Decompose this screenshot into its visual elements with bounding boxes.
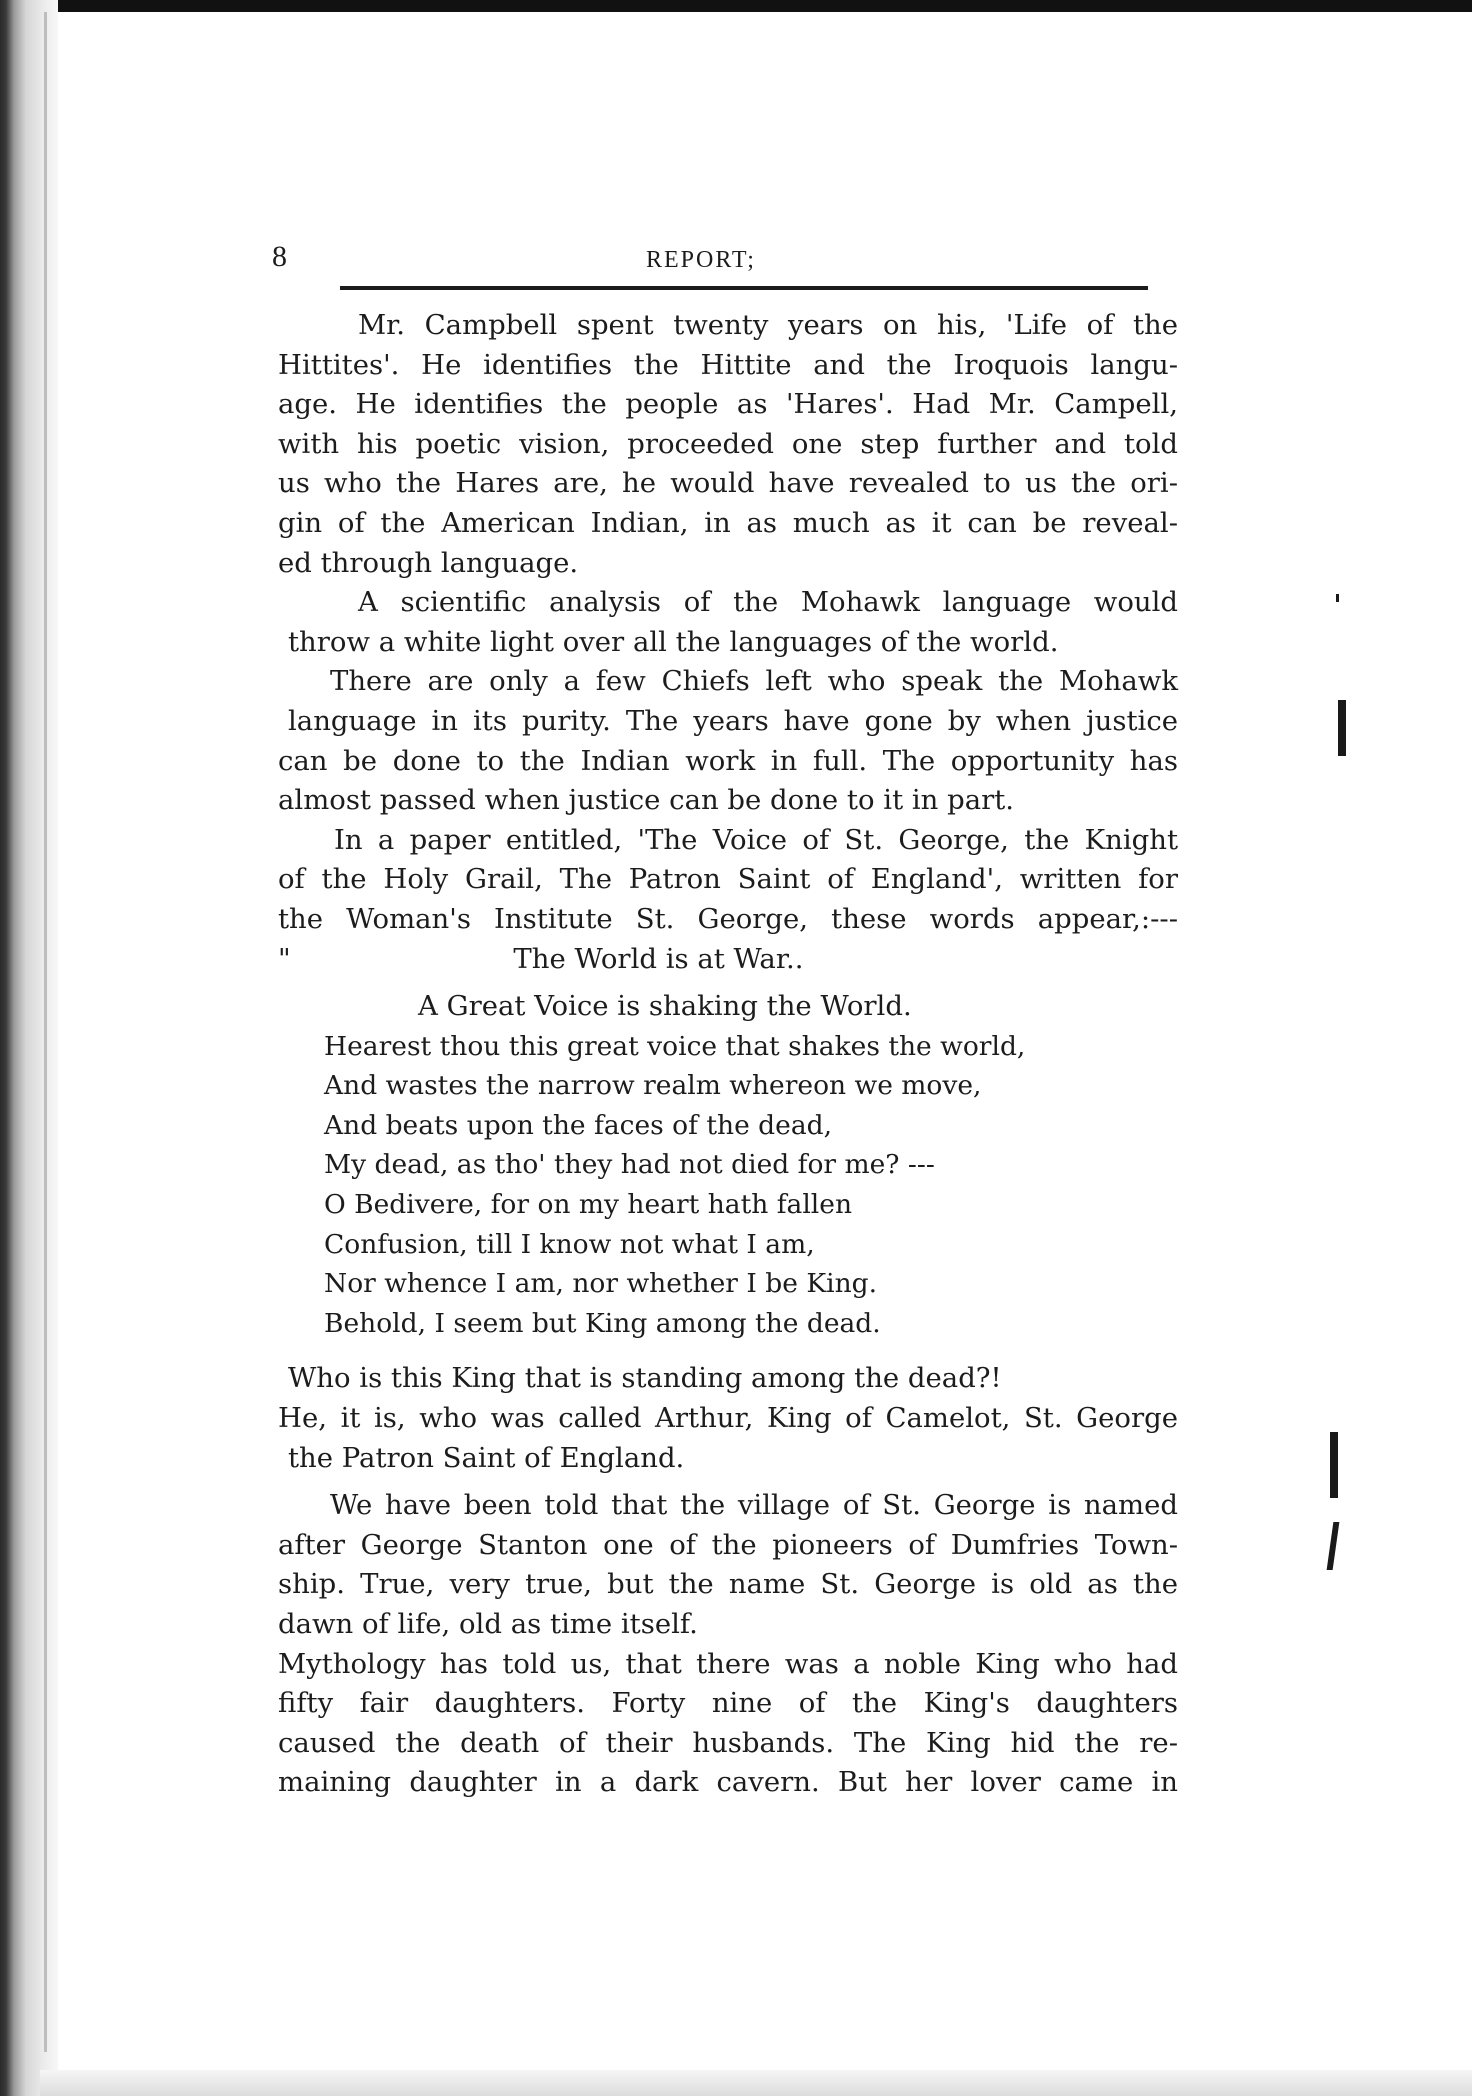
paragraph-campbell: [278, 306, 1178, 583]
margin-ink-mark: [1338, 700, 1346, 756]
paragraph-chiefs: [278, 662, 1178, 820]
text-line: after George Stanton one of the pioneers of Dumfries Town-: [278, 1528, 1178, 1561]
paragraph-paper: [278, 821, 1178, 940]
paragraph-king: [278, 1359, 1178, 1478]
paragraph-mythology: [278, 1645, 1178, 1803]
text-line: age. He identifies the people as 'Hares'. Had Mr. Campell,: [278, 388, 1178, 421]
scan-top-border: [0, 0, 1472, 12]
scan-binding-edge: [0, 0, 58, 2096]
text-line: of the Holy Grail, The Patron Saint of England', written for: [278, 863, 1178, 896]
text-line: caused the death of their husbands. The King hid the re-: [278, 1726, 1178, 1759]
text-line: In a paper entitled, 'The Voice of St. George, the Knight: [334, 823, 1178, 856]
margin-ink-mark: [1327, 1522, 1340, 1570]
scan-bottom-edge: [40, 2070, 1472, 2096]
poem-line: O Bedivere, for on my heart hath fallen: [324, 1189, 853, 1221]
text-line: can be done to the Indian work in full. The opportunity has: [278, 744, 1178, 777]
poem-line: Confusion, till I know not what I am,: [324, 1228, 815, 1260]
margin-ink-mark: [1330, 1432, 1338, 1498]
scan-page-edge-line: [44, 12, 47, 2052]
text-line: us who the Hares are, he would have revealed to us the ori-: [278, 467, 1178, 500]
text-line: ed through language.: [278, 546, 579, 579]
text-line: dawn of life, old as time itself.: [278, 1608, 698, 1640]
text-line: There are only a few Chiefs left who speak the Mohawk: [330, 665, 1178, 698]
text-line: Hittites'. He identifies the Hittite and the Iroquois langu-: [278, 348, 1178, 381]
text-line: Who is this King that is standing among the dead?!: [288, 1362, 1002, 1395]
poem-line: And wastes the narrow realm whereon we move,: [324, 1070, 982, 1102]
poem-line: Behold, I seem but King among the dead.: [324, 1307, 881, 1339]
text-line: Mr. Campbell spent twenty years on his, 'Life of the: [358, 309, 1178, 341]
text-line: maining daughter in a dark cavern. But her lover came in: [278, 1766, 1178, 1799]
running-head: REPORT;: [646, 247, 756, 273]
poem-verse: [278, 1027, 1178, 1344]
text-line: almost passed when justice can be done to it in part.: [278, 784, 1015, 817]
poem-title-line: [278, 940, 1178, 980]
text-line: the Patron Saint of England.: [288, 1441, 685, 1474]
poem-subtitle: A Great Voice is shaking the World.: [418, 990, 912, 1023]
text-line: He, it is, who was called Arthur, King of Camelot, St. George: [278, 1402, 1178, 1435]
paragraph-village: [278, 1486, 1178, 1644]
poem-line: My dead, as tho' they had not died for me? ---: [324, 1149, 935, 1181]
text-line: language in its purity. The years have gone by when justice: [288, 704, 1178, 737]
text-line: with his poetic vision, proceeded one step further and told: [278, 427, 1178, 460]
header-rule: [340, 286, 1148, 290]
page-body: [278, 306, 1178, 1803]
text-line: the Woman's Institute St. George, these words appear,:---: [278, 902, 1178, 935]
page-number: 8: [272, 240, 287, 273]
text-line: gin of the American Indian, in as much as it can be reveal-: [278, 506, 1178, 539]
text-line: fifty fair daughters. Forty nine of the King's daughters: [278, 1687, 1178, 1720]
open-quote: ": [278, 942, 291, 975]
text-line: Mythology has told us, that there was a noble King who had: [278, 1647, 1178, 1680]
poem-title: The World is at War..: [513, 942, 804, 975]
margin-ink-mark: [1336, 594, 1339, 602]
poem-line: Hearest thou this great voice that shakes the world,: [324, 1030, 1026, 1062]
poem-line: And beats upon the faces of the dead,: [324, 1109, 833, 1141]
paragraph-mohawk-analysis: [278, 583, 1178, 662]
text-line: throw a white light over all the languages of the world.: [288, 625, 1059, 658]
poem-line: Nor whence I am, nor whether I be King.: [324, 1268, 878, 1300]
text-line: ship. True, very true, but the name St. George is old as the: [278, 1568, 1178, 1601]
text-line: A scientific analysis of the Mohawk language would: [358, 586, 1178, 619]
text-line: We have been told that the village of St. George is named: [330, 1489, 1178, 1522]
